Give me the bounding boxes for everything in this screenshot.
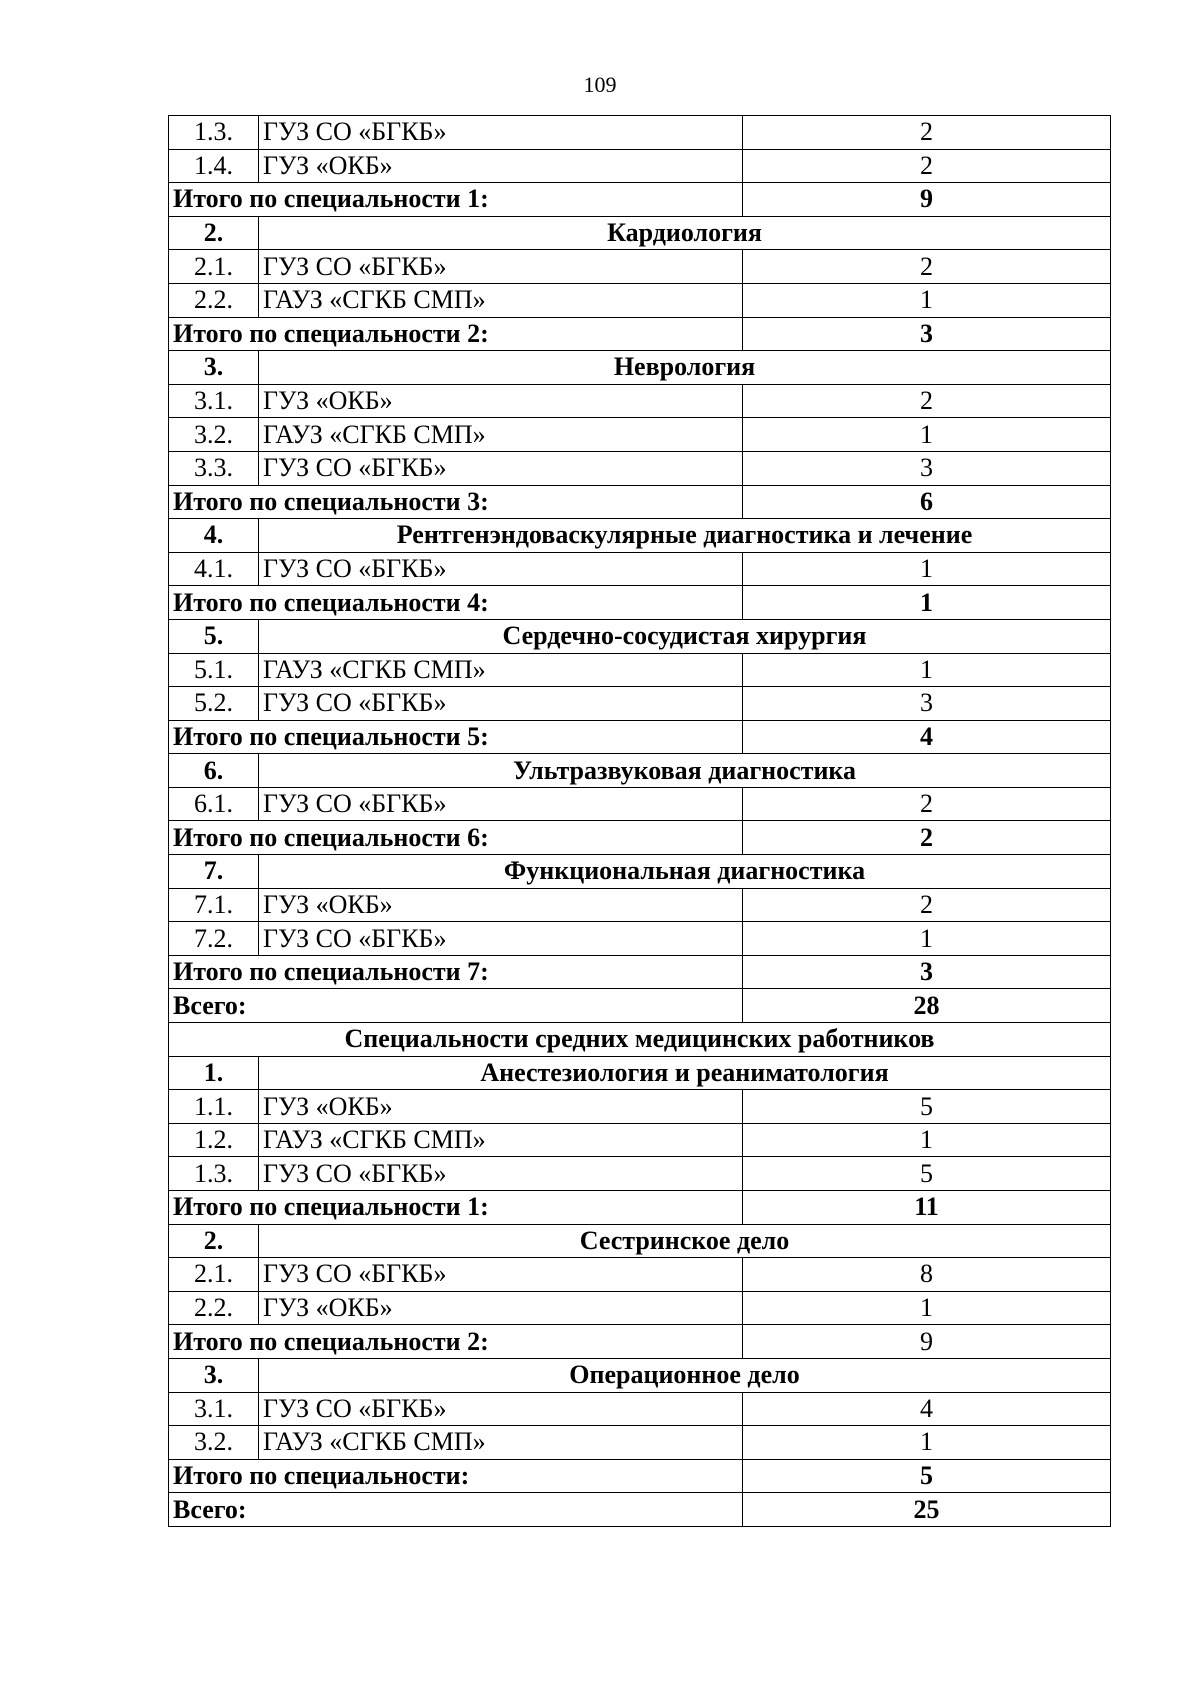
total-label: Всего: xyxy=(169,989,743,1023)
total-row xyxy=(169,989,1111,1023)
specialties-table xyxy=(168,115,1111,1527)
specialty-title: Кардиология xyxy=(259,216,1111,250)
organization-name: ГУЗ «ОКБ» xyxy=(259,384,743,418)
row-number: 7.1. xyxy=(169,888,259,922)
table-row xyxy=(169,283,1111,317)
total-label: Итого по специальности 3: xyxy=(169,485,743,519)
total-label: Итого по специальности 1: xyxy=(169,183,743,217)
total-value: 1 xyxy=(743,586,1111,620)
total-value: 3 xyxy=(743,317,1111,351)
specialty-header-row xyxy=(169,216,1111,250)
row-value: 1 xyxy=(743,653,1111,687)
total-value: 4 xyxy=(743,720,1111,754)
row-number: 5.1. xyxy=(169,653,259,687)
total-label: Итого по специальности 1: xyxy=(169,1191,743,1225)
row-value: 2 xyxy=(743,250,1111,284)
total-label: Итого по специальности: xyxy=(169,1459,743,1493)
specialty-number: 4. xyxy=(169,519,259,553)
total-row xyxy=(169,183,1111,217)
row-value: 2 xyxy=(743,384,1111,418)
row-number: 3.1. xyxy=(169,1392,259,1426)
specialty-number: 7. xyxy=(169,855,259,889)
specialty-number: 3. xyxy=(169,351,259,385)
organization-name: ГУЗ СО «БГКБ» xyxy=(259,922,743,956)
row-number: 1.2. xyxy=(169,1123,259,1157)
table-row xyxy=(169,149,1111,183)
specialty-title: Сердечно-сосудистая хирургия xyxy=(259,619,1111,653)
row-value: 5 xyxy=(743,1157,1111,1191)
table-row xyxy=(169,888,1111,922)
specialty-header-row xyxy=(169,855,1111,889)
total-label: Итого по специальности 7: xyxy=(169,955,743,989)
row-number: 3.1. xyxy=(169,384,259,418)
specialty-title: Операционное дело xyxy=(259,1358,1111,1392)
row-number: 3.2. xyxy=(169,418,259,452)
row-value: 1 xyxy=(743,922,1111,956)
row-number: 1.3. xyxy=(169,116,259,150)
row-number: 7.2. xyxy=(169,922,259,956)
row-value: 1 xyxy=(743,1291,1111,1325)
table-row xyxy=(169,787,1111,821)
total-row xyxy=(169,485,1111,519)
table-row xyxy=(169,1258,1111,1292)
total-value: 28 xyxy=(743,989,1111,1023)
table-row xyxy=(169,384,1111,418)
section-title: Специальности средних медицинских работников xyxy=(169,1023,1111,1057)
total-value: 2 xyxy=(743,821,1111,855)
table-row xyxy=(169,687,1111,721)
table-row xyxy=(169,451,1111,485)
row-number: 3.3. xyxy=(169,451,259,485)
total-row xyxy=(169,586,1111,620)
specialty-title: Сестринское дело xyxy=(259,1224,1111,1258)
section-header-row xyxy=(169,1023,1111,1057)
organization-name: ГУЗ «ОКБ» xyxy=(259,1090,743,1124)
row-number: 3.2. xyxy=(169,1426,259,1460)
table-row xyxy=(169,1392,1111,1426)
row-value: 1 xyxy=(743,552,1111,586)
row-value: 8 xyxy=(743,1258,1111,1292)
table-row xyxy=(169,1426,1111,1460)
total-label: Итого по специальности 6: xyxy=(169,821,743,855)
row-number: 4.1. xyxy=(169,552,259,586)
specialty-number: 2. xyxy=(169,1224,259,1258)
specialty-number: 5. xyxy=(169,619,259,653)
specialty-title: Анестезиология и реаниматология xyxy=(259,1056,1111,1090)
page-number: 109 xyxy=(583,72,617,97)
total-row xyxy=(169,1191,1111,1225)
organization-name: ГУЗ СО «БГКБ» xyxy=(259,1157,743,1191)
row-number: 2.1. xyxy=(169,1258,259,1292)
row-value: 1 xyxy=(743,1426,1111,1460)
row-value: 2 xyxy=(743,149,1111,183)
total-value: 11 xyxy=(743,1191,1111,1225)
organization-name: ГУЗ СО «БГКБ» xyxy=(259,552,743,586)
total-value: 9 xyxy=(743,183,1111,217)
total-value: 3 xyxy=(743,955,1111,989)
table-row xyxy=(169,1157,1111,1191)
specialty-title: Неврология xyxy=(259,351,1111,385)
specialty-header-row xyxy=(169,519,1111,553)
organization-name: ГАУЗ «СГКБ СМП» xyxy=(259,653,743,687)
specialty-title: Функциональная диагностика xyxy=(259,855,1111,889)
organization-name: ГУЗ «ОКБ» xyxy=(259,888,743,922)
specialty-header-row xyxy=(169,1224,1111,1258)
organization-name: ГУЗ СО «БГКБ» xyxy=(259,250,743,284)
table-row xyxy=(169,1090,1111,1124)
table-row xyxy=(169,653,1111,687)
row-number: 5.2. xyxy=(169,687,259,721)
organization-name: ГУЗ СО «БГКБ» xyxy=(259,787,743,821)
row-value: 2 xyxy=(743,888,1111,922)
total-value: 5 xyxy=(743,1459,1111,1493)
total-label: Итого по специальности 4: xyxy=(169,586,743,620)
specialty-number: 3. xyxy=(169,1358,259,1392)
table-body xyxy=(169,116,1111,1527)
table-row xyxy=(169,1123,1111,1157)
row-value: 2 xyxy=(743,787,1111,821)
organization-name: ГАУЗ «СГКБ СМП» xyxy=(259,1123,743,1157)
row-value: 1 xyxy=(743,283,1111,317)
row-number: 1.3. xyxy=(169,1157,259,1191)
row-value: 2 xyxy=(743,116,1111,150)
row-number: 2.1. xyxy=(169,250,259,284)
total-label: Итого по специальности 5: xyxy=(169,720,743,754)
specialty-number: 1. xyxy=(169,1056,259,1090)
table-row xyxy=(169,418,1111,452)
total-value: 25 xyxy=(743,1493,1111,1527)
row-value: 1 xyxy=(743,418,1111,452)
total-label: Итого по специальности 2: xyxy=(169,1325,743,1359)
specialty-header-row xyxy=(169,1358,1111,1392)
organization-name: ГУЗ СО «БГКБ» xyxy=(259,116,743,150)
total-row xyxy=(169,1325,1111,1359)
table-row xyxy=(169,250,1111,284)
table-row xyxy=(169,922,1111,956)
total-row xyxy=(169,955,1111,989)
specialty-header-row xyxy=(169,1056,1111,1090)
total-row xyxy=(169,1459,1111,1493)
row-value: 4 xyxy=(743,1392,1111,1426)
specialty-number: 6. xyxy=(169,754,259,788)
organization-name: ГУЗ СО «БГКБ» xyxy=(259,687,743,721)
total-label: Всего: xyxy=(169,1493,743,1527)
row-number: 1.4. xyxy=(169,149,259,183)
organization-name: ГУЗ «ОКБ» xyxy=(259,1291,743,1325)
specialty-header-row xyxy=(169,619,1111,653)
organization-name: ГАУЗ «СГКБ СМП» xyxy=(259,1426,743,1460)
table-row xyxy=(169,552,1111,586)
row-value: 5 xyxy=(743,1090,1111,1124)
specialty-title: Рентгенэндоваскулярные диагностика и лечение xyxy=(259,519,1111,553)
specialty-number: 2. xyxy=(169,216,259,250)
total-label: Итого по специальности 2: xyxy=(169,317,743,351)
row-number: 2.2. xyxy=(169,283,259,317)
total-row xyxy=(169,720,1111,754)
organization-name: ГУЗ СО «БГКБ» xyxy=(259,1258,743,1292)
specialty-header-row xyxy=(169,754,1111,788)
organization-name: ГУЗ СО «БГКБ» xyxy=(259,1392,743,1426)
total-row xyxy=(169,1493,1111,1527)
total-value: 6 xyxy=(743,485,1111,519)
organization-name: ГУЗ СО «БГКБ» xyxy=(259,451,743,485)
specialty-title: Ультразвуковая диагностика xyxy=(259,754,1111,788)
row-value: 1 xyxy=(743,1123,1111,1157)
row-value: 3 xyxy=(743,451,1111,485)
total-row xyxy=(169,317,1111,351)
table-row xyxy=(169,116,1111,150)
organization-name: ГАУЗ «СГКБ СМП» xyxy=(259,418,743,452)
row-number: 2.2. xyxy=(169,1291,259,1325)
row-value: 3 xyxy=(743,687,1111,721)
total-row xyxy=(169,821,1111,855)
organization-name: ГАУЗ «СГКБ СМП» xyxy=(259,283,743,317)
table-row xyxy=(169,1291,1111,1325)
row-number: 6.1. xyxy=(169,787,259,821)
organization-name: ГУЗ «ОКБ» xyxy=(259,149,743,183)
total-value: 9 xyxy=(743,1325,1111,1359)
row-number: 1.1. xyxy=(169,1090,259,1124)
specialty-header-row xyxy=(169,351,1111,385)
